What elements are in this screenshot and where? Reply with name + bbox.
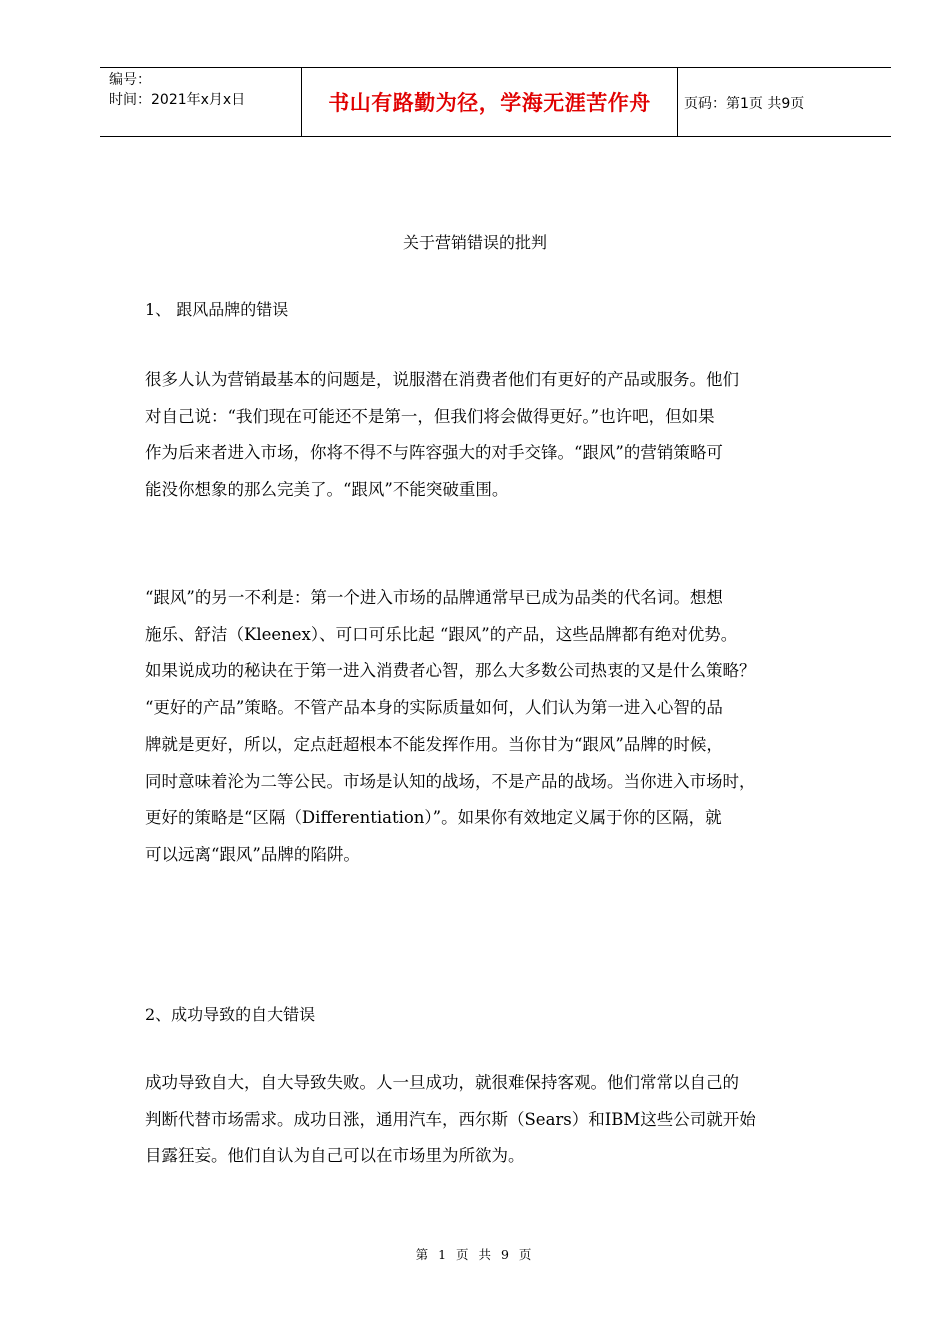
page-number-label: 页码：第1页 共9页	[684, 96, 805, 112]
text-line: 更好的策略是“区隔（Differentiation）”。如果你有效地定义属于你的区隔，就	[145, 808, 722, 828]
text-line: “更好的产品”策略。不管产品本身的实际质量如何，人们认为第一进入心智的品	[145, 698, 723, 718]
text-line: 成功导致自大，自大导致失败。人一旦成功，就很难保持客观。他们常常以自己的	[145, 1073, 739, 1092]
text-line: 作为后来者进入市场，你将不得不与阵容强大的对手交锋。“跟风”的营销策略可	[145, 443, 723, 463]
text-line: 同时意味着沦为二等公民。市场是认知的战场，不是产品的战场。当你进入市场时，	[145, 771, 756, 791]
text-line: 如果说成功的秘诀在于第一进入消费者心智，那么大多数公司热衷的又是什么策略？	[145, 661, 756, 681]
text-line: 目露狂妄。他们自认为自己可以在市场里为所欲为。	[145, 1146, 525, 1166]
text-line: 施乐、舒洁（Kleenex）、可口可乐比起 “跟风”的产品，这些品牌都有绝对优势。	[145, 624, 738, 644]
text-line: 可以远离“跟风”品牌的陷阱。	[145, 844, 360, 864]
text-line: 能没你想象的那么完美了。“跟风”不能突破重围。	[145, 480, 509, 500]
text-line: 判断代替市场需求。成功日涨，通用汽车，西尔斯（Sears）和IBM这些公司就开始	[145, 1109, 756, 1129]
document-title: 关于营销错误的批判	[402, 233, 547, 252]
paragraph	[145, 580, 855, 874]
page-header	[100, 67, 891, 137]
page-footer: 第 1 页 共 9 页	[415, 1247, 535, 1262]
time-label: 时间：2021年x月x日	[109, 92, 246, 108]
section-heading: 1、 跟风品牌的错误	[145, 300, 289, 319]
text-line: 很多人认为营销最基本的问题是，说服潜在消费者他们有更好的产品或服务。他们	[145, 370, 739, 389]
section-heading: 2、成功导致的自大错误	[145, 1005, 316, 1024]
paragraph	[145, 1065, 855, 1175]
text-line: 牌就是更好，所以，定点赶超根本不能发挥作用。当你甘为“跟风”品牌的时候，	[145, 734, 723, 754]
motto: 书山有路勤为径，学海无涯苦作舟	[328, 91, 651, 115]
header-info-cell	[100, 68, 301, 136]
text-line: 对自己说：“我们现在可能还不是第一，但我们将会做得更好。”也许吧，但如果	[145, 406, 715, 426]
text-line: “跟风”的另一不利是：第一个进入市场的品牌通常早已成为品类的代名词。想想	[145, 588, 723, 607]
number-label: 编号：	[109, 72, 151, 88]
header-page-cell	[677, 68, 891, 136]
paragraph	[145, 362, 855, 509]
header-motto-cell	[301, 68, 678, 136]
